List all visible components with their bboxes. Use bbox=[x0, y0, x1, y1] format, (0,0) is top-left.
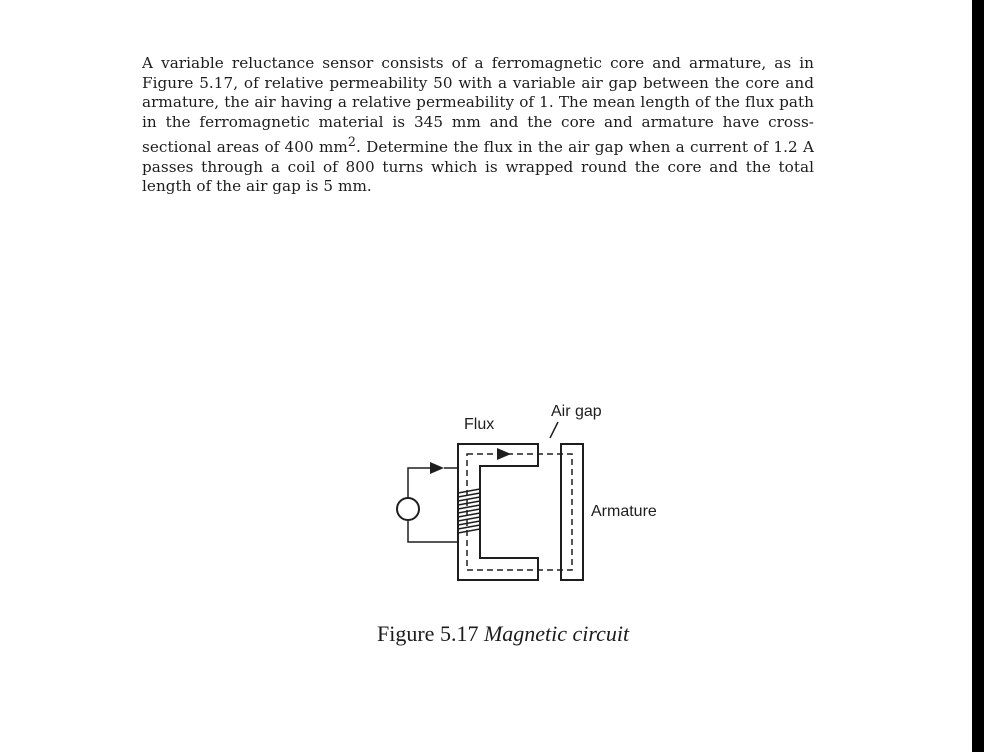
air-gap-leader-line bbox=[550, 422, 558, 438]
air-gap-label: Air gap bbox=[551, 403, 602, 420]
armature-label: Armature bbox=[591, 503, 657, 520]
flux-path bbox=[467, 454, 572, 570]
current-arrow bbox=[430, 462, 444, 474]
figure-caption bbox=[377, 620, 677, 647]
problem-text-part-2: . Determine the flux in the air gap when a current of 1.2 A passes through a coil of 800 turns which is wrapped round the core and the total length of the air gap is 5 mm. bbox=[142, 138, 814, 196]
current-source bbox=[397, 498, 419, 520]
magnetic-circuit-diagram bbox=[380, 392, 710, 592]
page-edge-bar bbox=[972, 0, 984, 752]
flux-arrow bbox=[497, 448, 511, 460]
superscript-2: 2 bbox=[347, 134, 356, 149]
magnetic-circuit-figure bbox=[380, 392, 710, 592]
supply-wire-bottom bbox=[408, 520, 458, 542]
ferromagnetic-core bbox=[458, 444, 538, 580]
flux-label: Flux bbox=[464, 416, 495, 433]
figure-number: Figure 5.17 bbox=[377, 621, 479, 646]
problem-text-part-1: A variable reluctance sensor consists of a ferromagnetic core and armature, as in Figure 5.17, of relative permeability 50 with a variable air gap between the core and armature, the air having a relative permeability of 1. The mean length of the flux path in the ferromagnetic material is 345 mm and the core and armature have cross-sectional areas of 400 mm bbox=[142, 54, 814, 157]
supply-wire-top bbox=[408, 468, 432, 498]
problem-statement bbox=[142, 54, 814, 197]
coil-windings bbox=[458, 489, 480, 533]
figure-title: Magnetic circuit bbox=[483, 621, 630, 646]
